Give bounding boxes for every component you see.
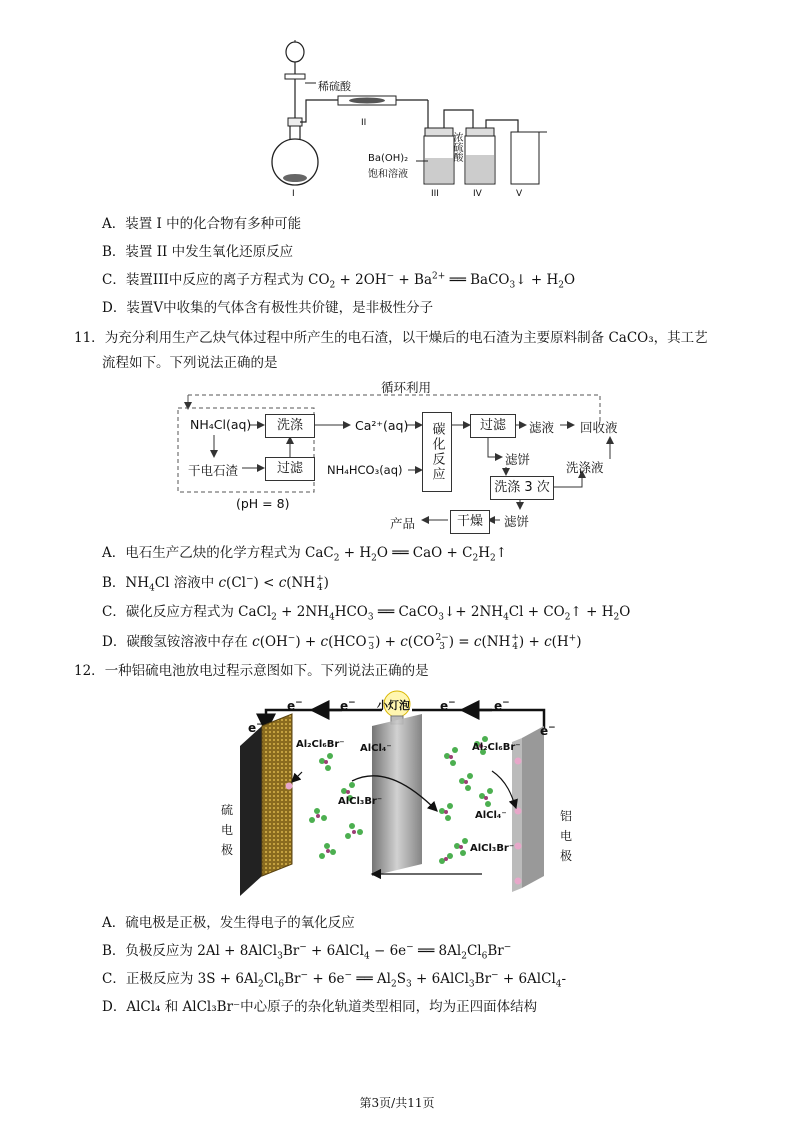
baoh-label-2: 饱和溶液 bbox=[368, 169, 408, 180]
electron-label-1: e− bbox=[287, 698, 303, 713]
species-al2cl6br-right: Al₂Cl₆Br⁻ bbox=[472, 742, 521, 753]
q12-option-b: B．负极反应为 2Al + 8AlCl$_3$Br− + 6AlCl$_4$ − 6e− ══ $8Al_2Cl_6Br^-$ bbox=[102, 942, 512, 962]
q10-option-b: B．装置 II 中发生氧化还原反应 bbox=[102, 244, 294, 260]
species-al2cl6br-left: Al₂Cl₆Br⁻ bbox=[296, 739, 345, 750]
bottle-iv-label: IV bbox=[473, 189, 482, 199]
species-alcl3br-left: AlCl₃Br⁻ bbox=[338, 796, 383, 807]
species-alcl4-right: AlCl₄⁻ bbox=[475, 810, 507, 821]
acid-label: 稀硫酸 bbox=[318, 80, 351, 93]
q10-option-d: D．装置V中收集的气体含有极性共价键，是非极性分子 bbox=[102, 300, 434, 316]
flow-box-carbonization: 碳化反应 bbox=[422, 412, 452, 492]
q12-battery-diagram bbox=[232, 686, 572, 906]
q10-option-c: C．装置III中反应的离子方程式为 $CO_2 + 2OH^- + Ba^{2+}$ ══ BaCO$_3$↓ + $H_2O$ bbox=[102, 271, 576, 291]
electron-label-5: e− bbox=[248, 720, 264, 735]
sulfur-electrode-label: 硫 电 极 bbox=[221, 803, 234, 857]
bulb-label: 小灯泡 bbox=[377, 699, 410, 712]
flow-box-wash3: 洗涤 3 次 bbox=[490, 476, 554, 500]
q11-flowchart-lines bbox=[170, 375, 640, 535]
flow-box-wash: 洗涤 bbox=[265, 414, 315, 438]
q10-apparatus-diagram bbox=[268, 40, 558, 205]
flow-box-filter1: 过滤 bbox=[265, 457, 315, 481]
aluminum-electrode-label: 铝 电 极 bbox=[560, 809, 573, 863]
flow-product: 产品 bbox=[390, 516, 416, 531]
flow-box-dry: 干燥 bbox=[450, 510, 490, 534]
flow-nh4cl: NH₄Cl(aq) bbox=[190, 417, 252, 432]
q12-option-c: C．正极反应为 $3S + 6Al_2Cl_6Br^- + 6e^-$ ══ $Al_2S_3$ + 6AlCl$_3$Br− + 6AlCl$_4$- bbox=[102, 970, 567, 990]
q12-option-d: D．AlCl₄ 和 AlCl₃Br⁻中心原子的杂化轨道类型相同，均为正四面体结构 bbox=[102, 999, 538, 1015]
flow-recover-liquid: 回收液 bbox=[580, 420, 618, 435]
flow-nh4hco3: NH₄HCO₃(aq) bbox=[327, 463, 403, 477]
conc-acid-label: 浓硫酸 bbox=[451, 132, 462, 162]
q11-option-b: B．$NH_4Cl$ 溶液中 c(Cl−) < c(NH+ 4) bbox=[102, 573, 329, 594]
species-alcl4-left: AlCl₄⁻ bbox=[360, 743, 392, 754]
electron-label-6: e− bbox=[540, 723, 556, 738]
tube-ii-label: II bbox=[361, 118, 367, 128]
electron-label-3: e− bbox=[440, 698, 456, 713]
q11-stem-line1: 11．为充分利用生产乙炔气体过程中所产生的电石渣，以干燥后的电石渣为主要原料制备 CaCO₃，其工艺 bbox=[74, 330, 708, 346]
flask-i-label: I bbox=[292, 189, 295, 199]
baoh-label-1: Ba(OH)₂ bbox=[368, 153, 409, 164]
flow-ca-ion: Ca²⁺(aq) bbox=[355, 418, 409, 433]
flow-wash-liquid: 洗涤液 bbox=[566, 460, 604, 475]
q11-option-c: C．碳化反应方程式为 CaCl$_2$ + $2NH_4HCO_3$ ══ CaCO$_3$↓+ $2NH_4Cl$ + $CO_2↑ + H_2O$ bbox=[102, 604, 631, 623]
q11-option-a: A．电石生产乙炔的化学方程式为 $CaC_2 + H_2O$ ══ CaO + $C_2H_2↑$ bbox=[102, 545, 508, 564]
flow-ph: (pH = 8) bbox=[236, 496, 290, 511]
bottle-iii-label: III bbox=[431, 189, 439, 199]
q11-option-d: D．碳酸氢铵溶液中存在 c(OH−) + c(HCO− 3) + c(CO2− 3 ) = c(NH+ 4) + c(H+) bbox=[102, 632, 582, 652]
flow-box-filter2: 过滤 bbox=[470, 414, 516, 438]
q10-option-a: A．装置 I 中的化合物有多种可能 bbox=[102, 216, 302, 232]
species-alcl3br-right: AlCl₃Br⁻ bbox=[470, 843, 515, 854]
electron-label-2: e− bbox=[340, 698, 356, 713]
flow-filtrate: 滤液 bbox=[529, 420, 555, 435]
q12-option-a: A．硫电极是正极，发生得电子的氧化反应 bbox=[102, 915, 355, 931]
flow-recycle-label: 循环利用 bbox=[381, 380, 432, 395]
electron-label-4: e− bbox=[494, 698, 510, 713]
page-footer: 第3页/共11页 bbox=[359, 1096, 435, 1110]
flow-cake2: 滤饼 bbox=[504, 514, 530, 529]
flow-cake1: 滤饼 bbox=[505, 452, 531, 467]
q11-stem-line2: 流程如下。下列说法正确的是 bbox=[102, 355, 278, 371]
q12-stem: 12．一种铝硫电池放电过程示意图如下。下列说法正确的是 bbox=[74, 663, 429, 679]
bottle-v-label: V bbox=[516, 189, 523, 199]
flow-dry-slag: 干电石渣 bbox=[188, 463, 239, 478]
